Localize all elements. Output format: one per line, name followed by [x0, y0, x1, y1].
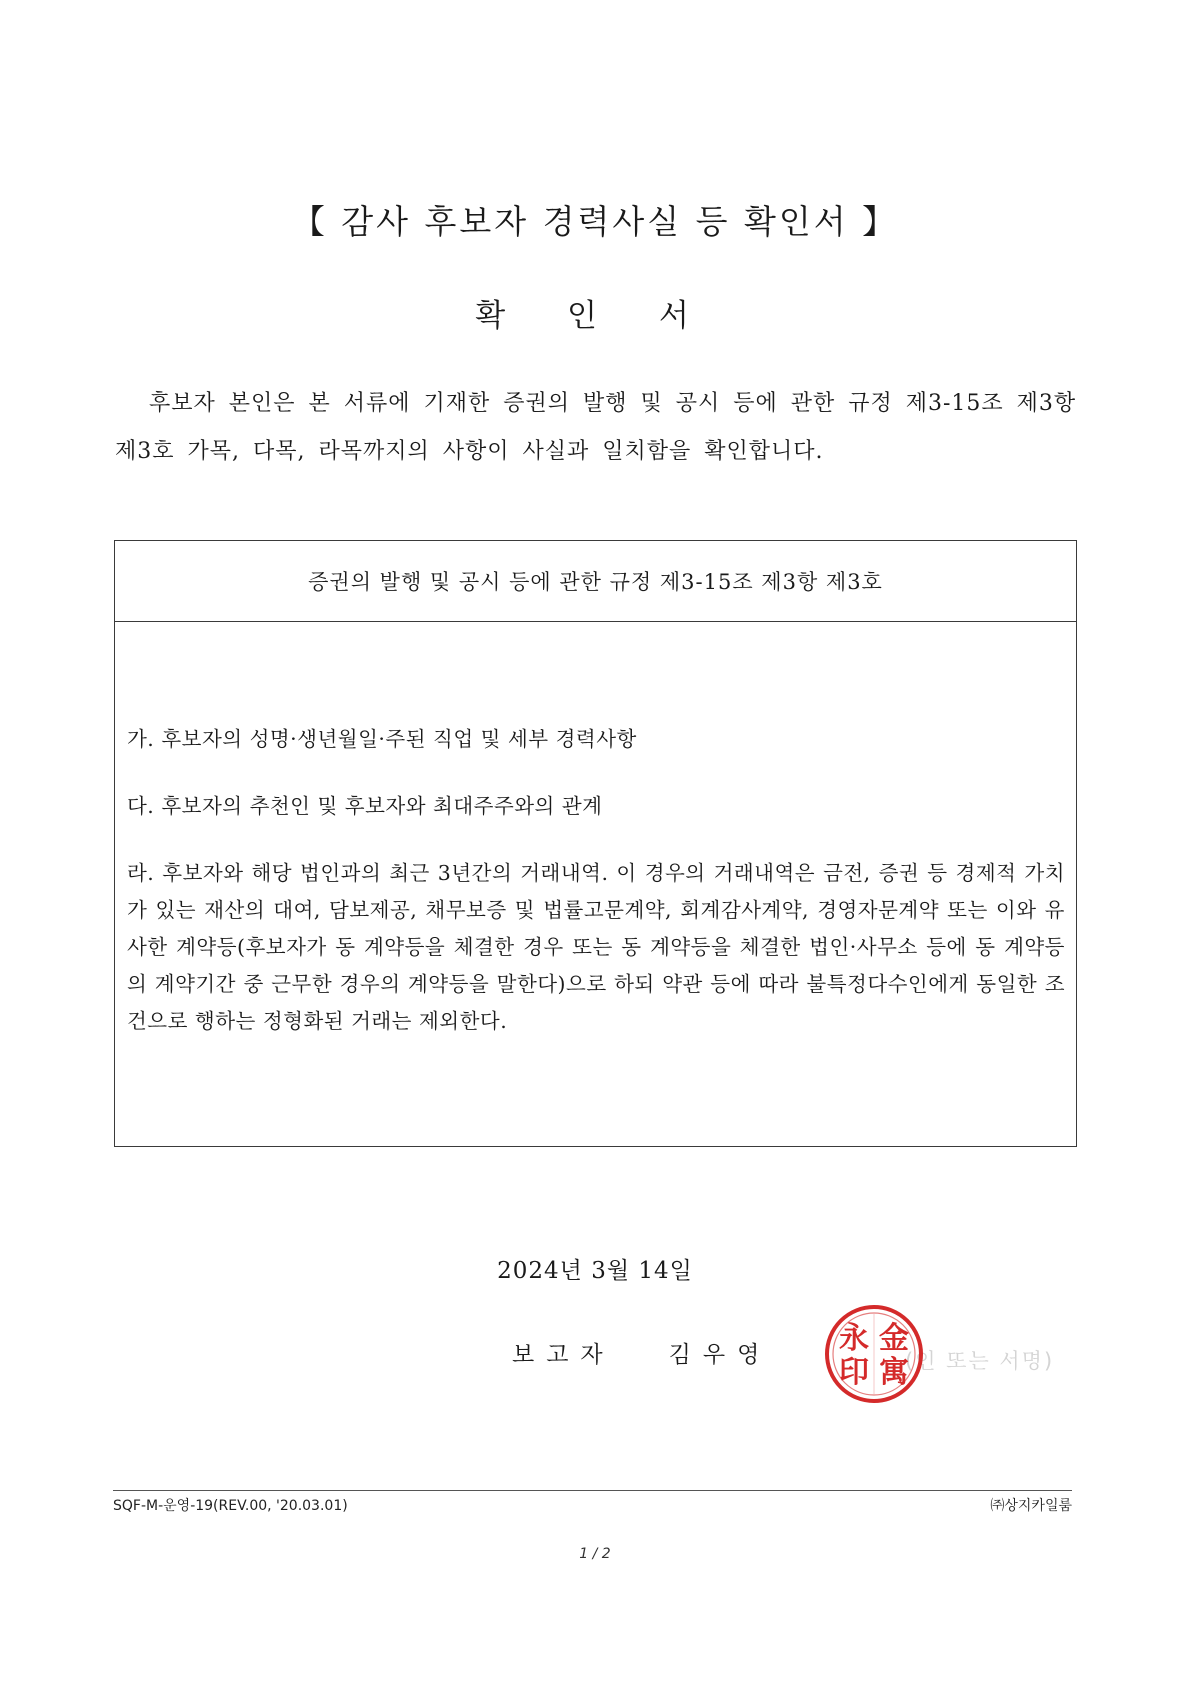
form-code: SQF-M-운영-19(REV.00, '20.03.01) — [113, 1498, 348, 1514]
reporter-name: 김우영 — [668, 1342, 772, 1368]
regulation-items — [127, 721, 1065, 1070]
report-date: 2024년 3월 14일 — [497, 1258, 693, 1284]
signature-hint: (인 또는 서명) — [905, 1349, 1055, 1373]
document-title: 【 감사 후보자 경력사실 등 확인서 】 — [291, 202, 899, 241]
svg-text:印: 印 — [839, 1355, 869, 1390]
svg-text:永: 永 — [839, 1321, 869, 1356]
regulation-box — [114, 540, 1077, 1147]
regulation-item-ga: 가. 후보자의 성명·생년월일·주된 직업 및 세부 경력사항 — [127, 727, 637, 751]
regulation-item-ra: 라. 후보자와 해당 법인과의 최근 3년간의 거래내역. 이 경우의 거래내역은 금전, 증권 등 경제적 가치가 있는 재산의 대여, 담보제공, 채무보증 및 법률고문계약, 회계감사계약, 경영자문계약 또는 이와 유사한 계약등(후보자가 동 계약등을 체결한 경우 또는 동 계약등을 체결한 법인·사무소 등에 동 계약등의 계약기간 중 근무한 경우의 계약등을 말한다)으로 하되 약관 등에 따라 불특정다수인에게 동일한 조건으로 행하는 정형화된 거래는 제외한다. — [127, 861, 1065, 1033]
reporter-label: 보고자 — [512, 1342, 615, 1368]
seal-stamp-icon — [820, 1300, 928, 1408]
document-subtitle: 확 인 서 — [475, 298, 715, 334]
svg-text:金: 金 — [879, 1321, 909, 1356]
signer-line — [512, 1336, 771, 1369]
company-name: ㈜상지카일룸 — [990, 1498, 1072, 1514]
regulation-item-da: 다. 후보자의 추천인 및 후보자와 최대주주와의 관계 — [127, 794, 603, 818]
svg-text:寓: 寓 — [879, 1355, 909, 1390]
page-number: 1 / 2 — [579, 1546, 611, 1562]
footer-divider — [113, 1490, 1072, 1491]
regulation-box-header: 증권의 발행 및 공시 등에 관한 규정 제3-15조 제3항 제3호 — [115, 541, 1076, 622]
intro-paragraph: 후보자 본인은 본 서류에 기재한 증권의 발행 및 공시 등에 관한 규정 제3-15조 제3항 제3호 가목, 다목, 라목까지의 사항이 사실과 일치함을 확인합니다. — [115, 391, 1077, 464]
